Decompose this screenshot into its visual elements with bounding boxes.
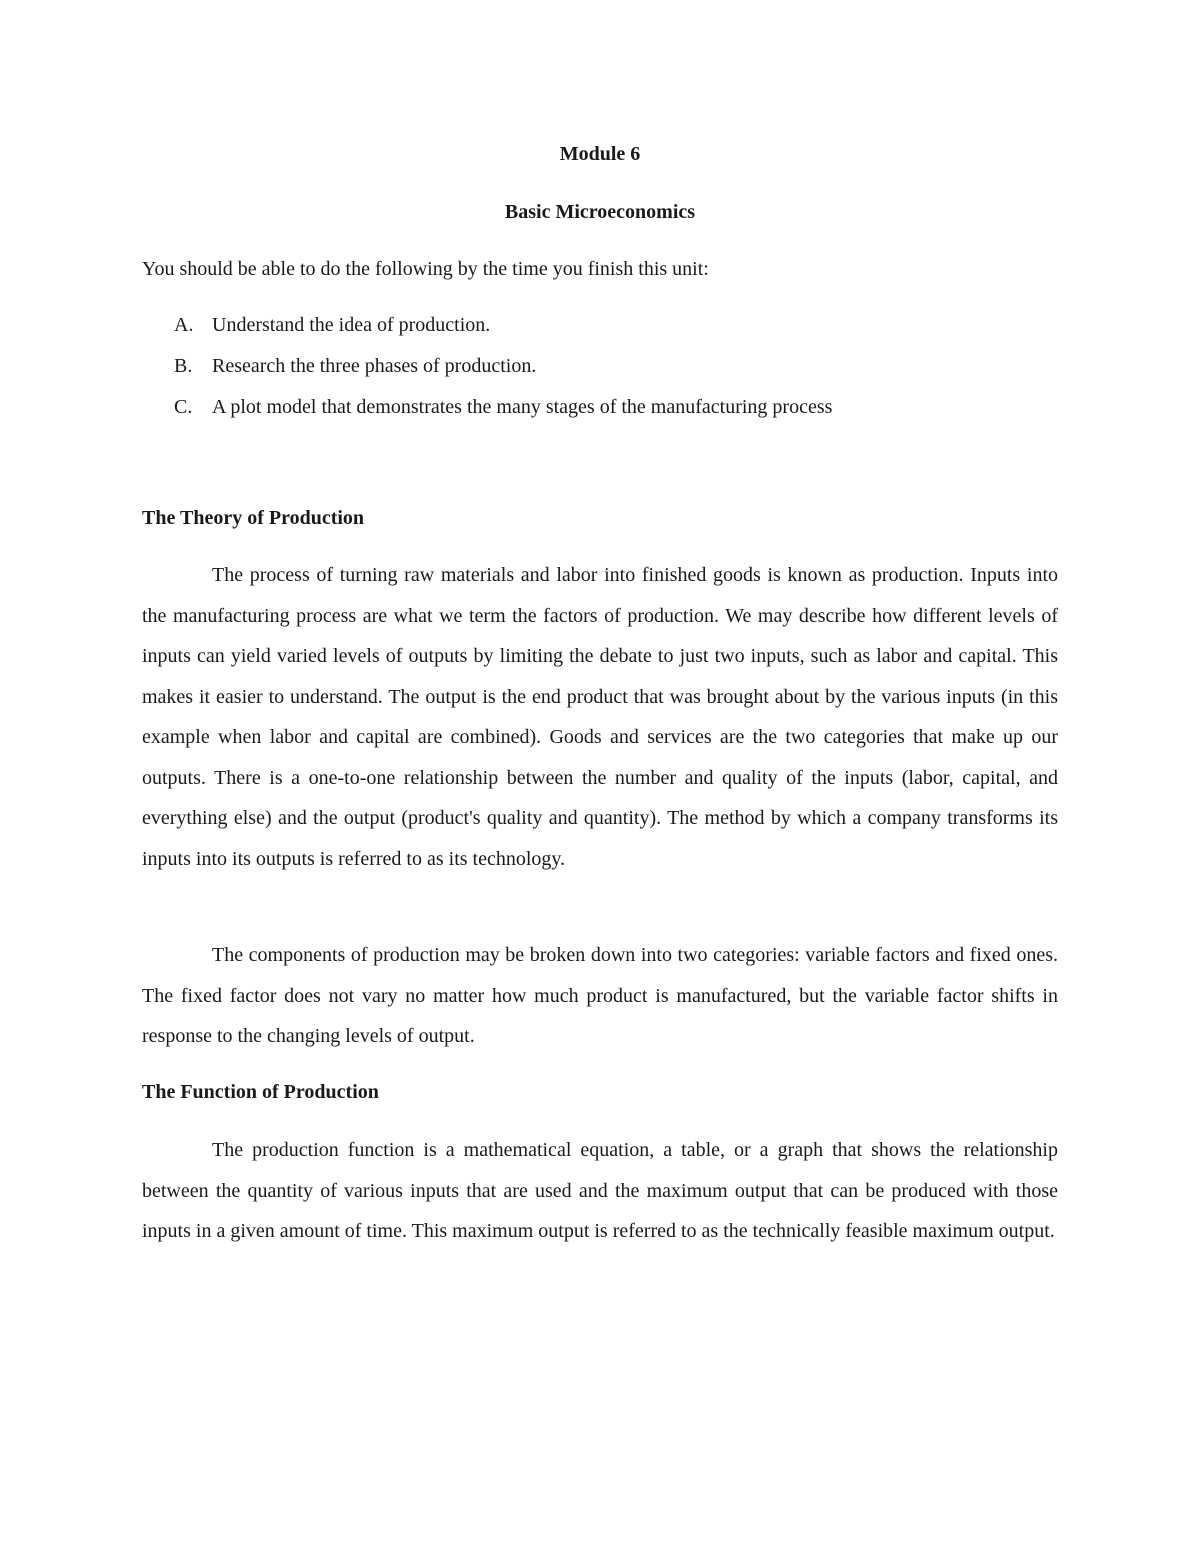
objective-text: A plot model that demonstrates the many stages of the manufacturing process bbox=[212, 396, 833, 418]
objective-text: Research the three phases of production. bbox=[212, 355, 537, 377]
objectives-list bbox=[174, 314, 832, 437]
document-title: Basic Microeconomics bbox=[504, 201, 696, 223]
paragraph-function-1: The production function is a mathematical equation, a table, or a graph that shows the relationship between the quantity of various inputs that are used and the maximum output that can be produced with those inputs in a given amount of time. This maximum output is referred to as the technically feasible maximum output. bbox=[142, 1139, 1058, 1242]
objective-item bbox=[174, 314, 832, 355]
objective-item bbox=[174, 355, 832, 396]
objective-marker: A. bbox=[174, 314, 194, 336]
paragraph-theory-1: The process of turning raw materials and labor into finished goods is known as production. Inputs into the manufacturing process are what we term the factors of production. We may describe how different levels of inputs can yield varied levels of outputs by limiting the debate to just two inputs, such as labor and capital. This makes it easier to understand. The output is the end product that was brought about by the various inputs (in this example when labor and capital are combined). Goods and services are the two categories that make up our outputs. There is a one-to-one relationship between the number and quality of the inputs (labor, capital, and everything else) and the output (product's quality and quantity). The method by which a company transforms its inputs into its outputs is referred to as its technology. bbox=[142, 564, 1058, 870]
objective-text: Understand the idea of production. bbox=[212, 314, 491, 336]
objective-item bbox=[174, 396, 832, 437]
module-label: Module 6 bbox=[559, 143, 641, 165]
objective-marker: C. bbox=[174, 396, 193, 418]
paragraph-theory-2: The components of production may be broken down into two categories: variable factors and fixed ones. The fixed factor does not vary no matter how much product is manufactured, but the variable factor shifts in response to the changing levels of output. bbox=[142, 944, 1058, 1047]
objective-marker: B. bbox=[174, 355, 193, 377]
intro-text: You should be able to do the following by the time you finish this unit: bbox=[142, 258, 709, 280]
section-heading-theory: The Theory of Production bbox=[142, 507, 365, 529]
section-heading-function: The Function of Production bbox=[142, 1081, 379, 1103]
